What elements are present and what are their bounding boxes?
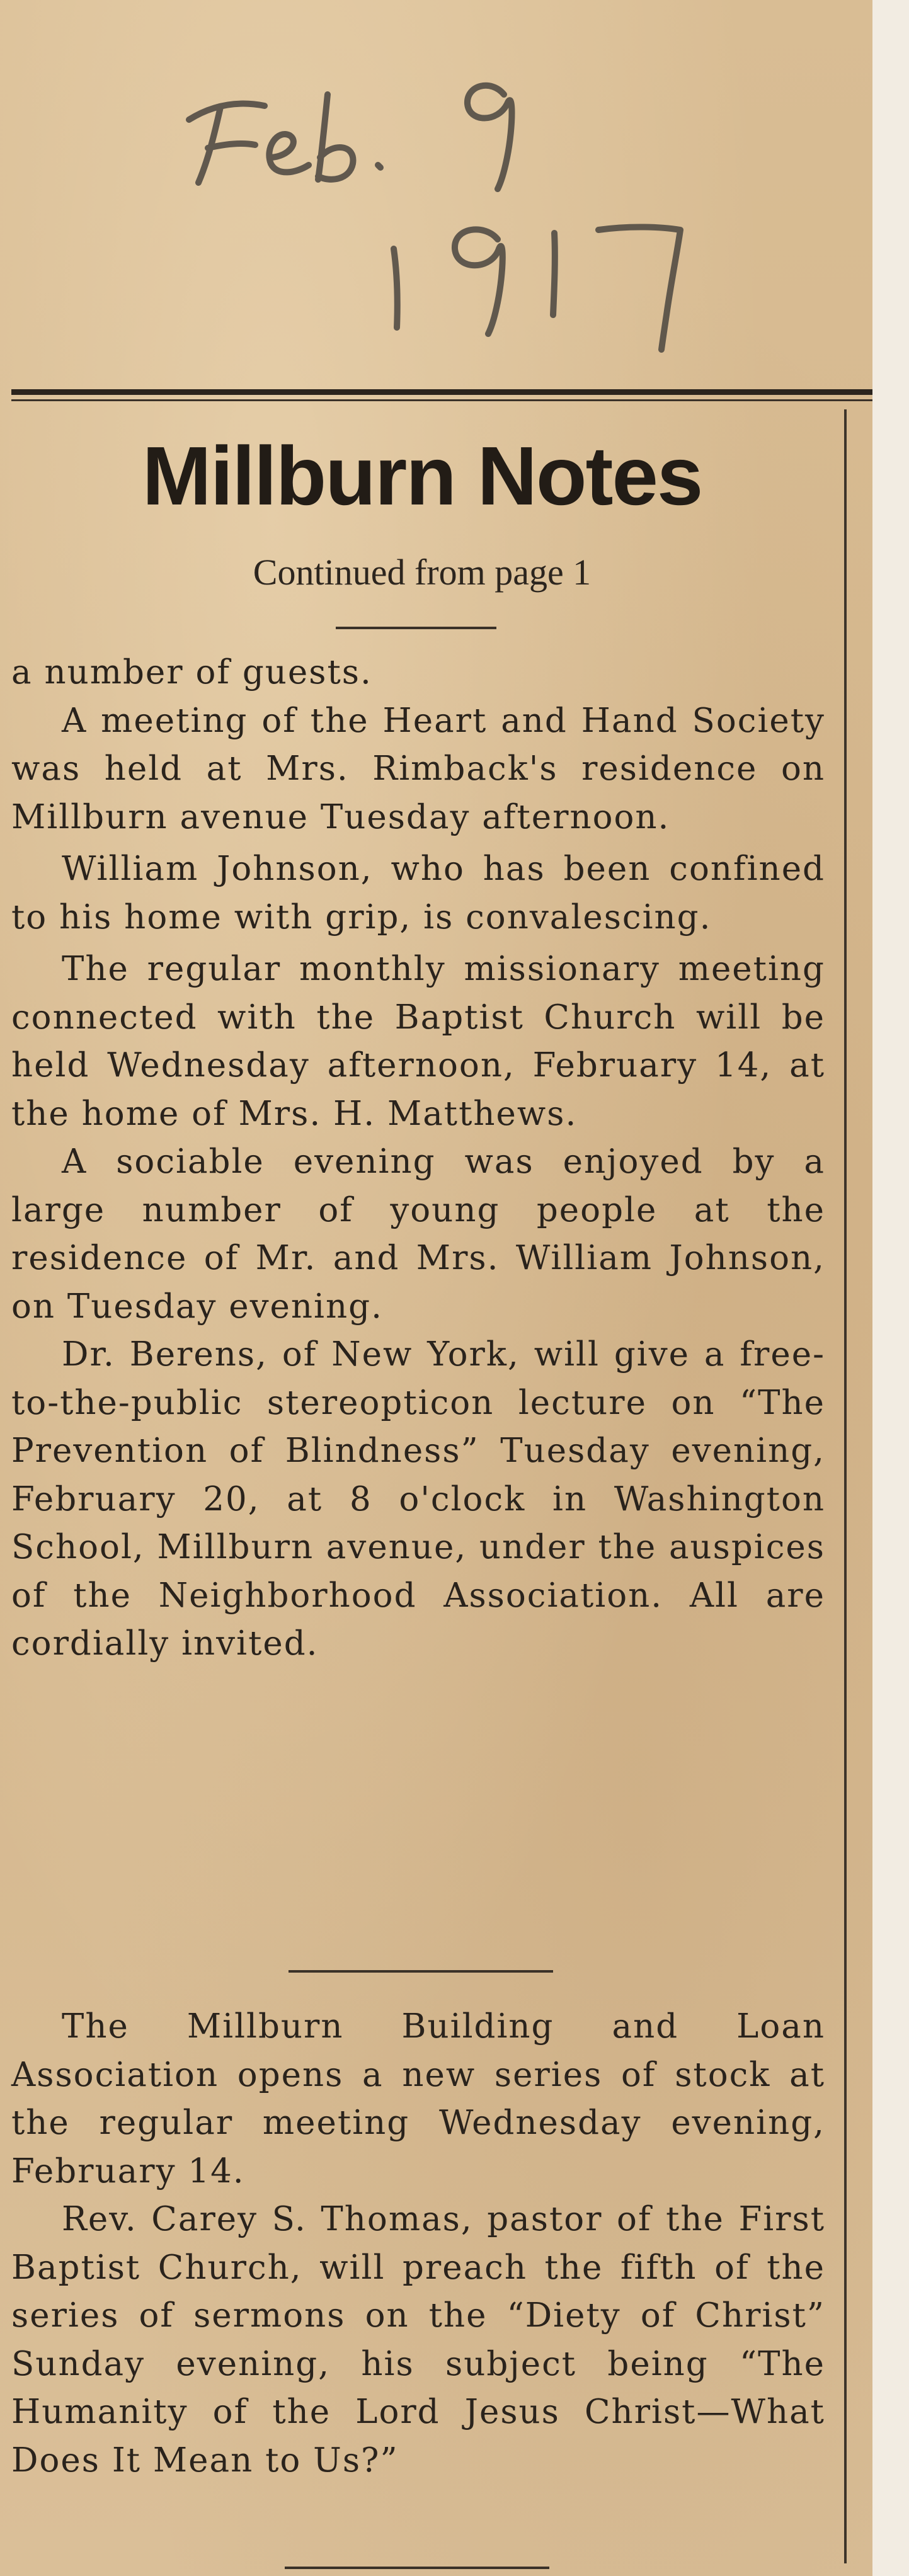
paragraph: William Johnson, who has been confined to his home with grip, is convalescing.	[11, 850, 825, 937]
scan-background-margin	[872, 0, 909, 2576]
article-body-part-two	[11, 2003, 825, 2485]
handwritten-date	[0, 0, 909, 403]
paragraph: Dr. Berens, of New York, will give a free-to-the-public stereopticon lecture on “The Prevention of Blindness” Tuesday evening, February 20, at 8 o'clock in Washington School, Millburn avenue, under the auspices of the Neighborhood Association. All are cordially invited.	[11, 1335, 825, 1663]
top-rule	[11, 389, 909, 395]
paragraph: The regular monthly missionary meeting connected with the Baptist Church will be held Wednesday afternoon, February 14, at the home of Mrs. H. Matthews.	[11, 950, 825, 1133]
divider-rule	[336, 627, 496, 629]
bottom-divider-rule	[285, 2567, 549, 2569]
subheadline: Continued from page 1	[253, 552, 592, 593]
top-rule-thin	[11, 399, 909, 401]
paragraph: The Millburn Building and Loan Association opens a new series of stock at the regular meeting Wednesday evening, February 14.	[11, 2007, 825, 2191]
paragraph: Rev. Carey S. Thomas, pastor of the First Baptist Church, will preach the fifth of the series of sermons on the “Diety of Christ” Sunday evening, his subject being “The Humanity of the Lord Jesus Christ—What Does It Mean to Us?”	[11, 2200, 825, 2480]
paragraph: A sociable evening was enjoyed by a large number of young people at the residence of Mr. and Mrs. William Johnson, on Tuesday evening.	[11, 1143, 825, 1326]
paragraph: A meeting of the Heart and Hand Society was held at Mrs. Rimback's residence on Millburn avenue Tuesday afternoon.	[11, 701, 825, 836]
paragraph: a number of guests.	[11, 653, 372, 692]
article-body-part-one	[11, 649, 825, 1668]
column-rule	[844, 409, 847, 2563]
headline: Millburn Notes	[142, 430, 702, 522]
section-divider-rule	[289, 1970, 553, 1973]
